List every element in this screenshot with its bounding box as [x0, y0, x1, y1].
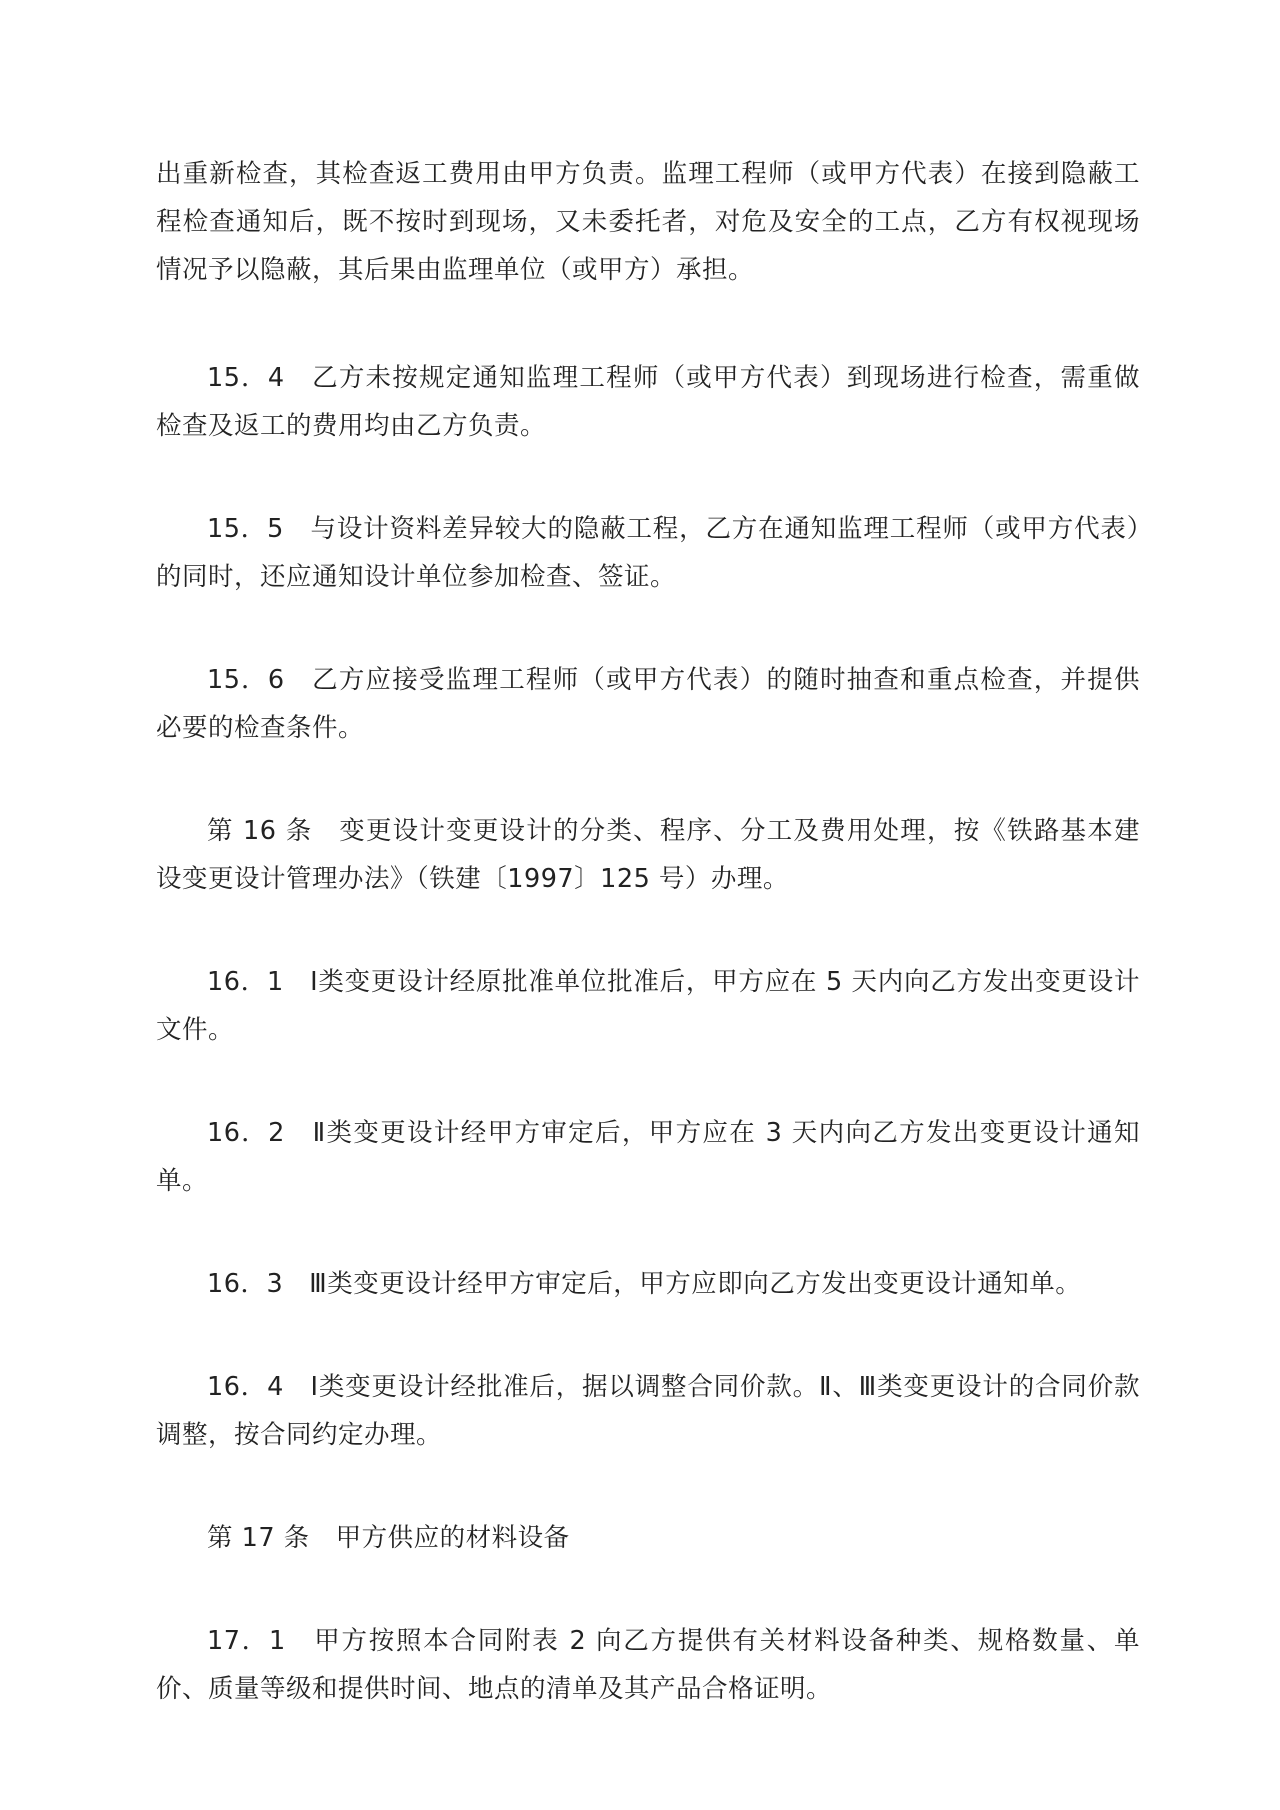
paragraph-article-16: 第 16 条 变更设计变更设计的分类、程序、分工及费用处理，按《铁路基本建设变更设计管理办法》（铁建〔1997〕125 号）办理。 — [156, 816, 1140, 894]
paragraph-article-17: 第 17 条 甲方供应的材料设备 — [207, 1523, 570, 1553]
paragraph-17-1: 17．1 甲方按照本合同附表 2 向乙方提供有关材料设备种类、规格数量、单价、质量等级和提供时间、地点的清单及其产品合格证明。 — [156, 1626, 1140, 1704]
paragraph-15-3-continuation: 出重新检查，其检查返工费用由甲方负责。监理工程师（或甲方代表）在接到隐蔽工程检查通知后，既不按时到现场，又未委托者，对危及安全的工点，乙方有权视现场情况予以隐蔽，其后果由监理单位（或甲方）承担。 — [156, 159, 1140, 285]
paragraph-15-6: 15．6 乙方应接受监理工程师（或甲方代表）的随时抽查和重点检查，并提供必要的检查条件。 — [156, 665, 1140, 743]
paragraph-15-5: 15．5 与设计资料差异较大的隐蔽工程，乙方在通知监理工程师（或甲方代表）的同时，还应通知设计单位参加检查、签证。 — [156, 514, 1140, 592]
paragraph-16-3: 16．3 Ⅲ类变更设计经甲方审定后，甲方应即向乙方发出变更设计通知单。 — [207, 1269, 1082, 1299]
paragraph-15-4: 15．4 乙方未按规定通知监理工程师（或甲方代表）到现场进行检查，需重做检查及返工的费用均由乙方负责。 — [156, 363, 1140, 441]
paragraph-16-2: 16．2 Ⅱ类变更设计经甲方审定后，甲方应在 3 天内向乙方发出变更设计通知单。 — [156, 1118, 1140, 1196]
paragraph-16-4: 16．4 Ⅰ类变更设计经批准后，据以调整合同价款。Ⅱ、Ⅲ类变更设计的合同价款调整，按合同约定办理。 — [156, 1372, 1140, 1450]
paragraph-16-1: 16．1 Ⅰ类变更设计经原批准单位批准后，甲方应在 5 天内向乙方发出变更设计文件。 — [156, 967, 1140, 1045]
